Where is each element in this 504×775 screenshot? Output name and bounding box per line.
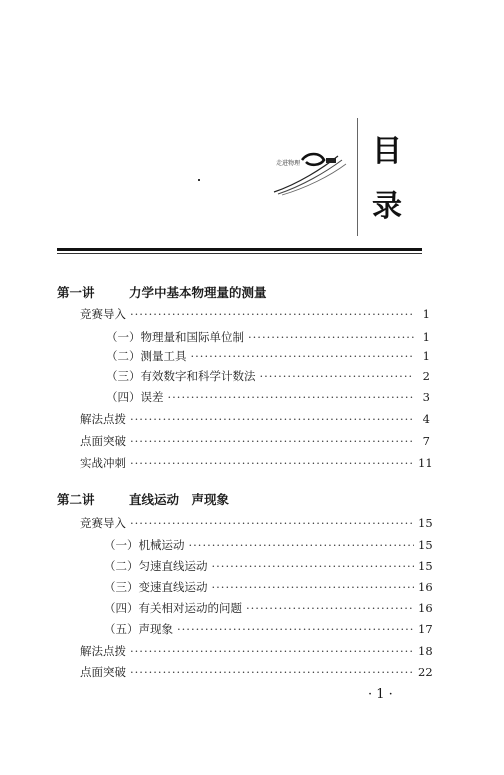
lecture-heading <box>57 283 267 301</box>
leader-dots <box>130 665 414 679</box>
leader-dots <box>260 369 415 383</box>
leader-dots <box>177 622 414 636</box>
leader-dots <box>130 516 414 530</box>
toc-entry-label: 竞赛导入 <box>80 516 126 530</box>
toc-entry-page: 4 <box>422 412 430 426</box>
toc-entry-page: 3 <box>422 390 430 404</box>
toc-entry-label: 点面突破 <box>80 665 126 679</box>
leader-dots <box>130 307 414 321</box>
toc-entry[interactable] <box>80 643 433 661</box>
toc-entry[interactable] <box>104 537 433 555</box>
toc-entry-label: （一）机械运动 <box>104 538 185 552</box>
toc-entry[interactable] <box>80 515 433 533</box>
toc-entry-label: 竞赛导入 <box>80 307 126 321</box>
toc-entry[interactable] <box>104 621 433 639</box>
header-rule-thick <box>57 248 422 251</box>
toc-entry-page: 16 <box>418 601 433 615</box>
toc-entry-label: （二）测量工具 <box>106 349 187 363</box>
swoosh-icon <box>268 148 356 196</box>
lecture-title: 直线运动 声现象 <box>129 492 230 507</box>
toc-entry-page: 2 <box>422 369 430 383</box>
leader-dots <box>191 349 415 363</box>
toc-entry-page: 11 <box>418 456 433 470</box>
toc-entry-label: （二）匀速直线运动 <box>104 559 208 573</box>
toc-entry-page: 7 <box>422 434 430 448</box>
toc-entry[interactable] <box>106 329 430 347</box>
leader-dots <box>130 412 414 426</box>
toc-entry-page: 15 <box>418 516 433 530</box>
page-title-char-2: 录 <box>372 189 402 224</box>
lecture-number: 第一讲 <box>57 285 95 300</box>
leader-dots <box>130 434 414 448</box>
toc-entry[interactable] <box>104 558 433 576</box>
toc-entry[interactable] <box>106 368 430 386</box>
toc-entry-page: 1 <box>422 349 430 363</box>
toc-entry-label: （三）变速直线运动 <box>104 580 208 594</box>
toc-entry-page: 22 <box>418 665 433 679</box>
toc-entry[interactable] <box>80 455 433 473</box>
toc-entry-page: 1 <box>422 330 430 344</box>
toc-entry-page: 15 <box>418 559 433 573</box>
header-rule-thin <box>57 253 422 254</box>
toc-entry-page: 17 <box>418 622 433 636</box>
toc-entry[interactable] <box>104 600 433 618</box>
toc-entry[interactable] <box>80 664 433 682</box>
toc-entry-page: 16 <box>418 580 433 594</box>
leader-dots <box>212 559 415 573</box>
leader-dots <box>130 644 414 658</box>
toc-entry-label: 实战冲刺 <box>80 456 126 470</box>
logo-graphic <box>268 148 356 196</box>
toc-entry[interactable] <box>106 389 430 407</box>
toc-entry-label: 点面突破 <box>80 434 126 448</box>
lecture-heading <box>57 490 229 508</box>
leader-dots <box>189 538 415 552</box>
leader-dots <box>246 601 414 615</box>
toc-entry-label: （五）声现象 <box>104 622 173 636</box>
toc-entry-label: （一）物理量和国际单位制 <box>106 330 244 344</box>
leader-dots <box>168 390 415 404</box>
decorative-dot <box>198 179 200 181</box>
toc-entry[interactable] <box>80 306 430 324</box>
toc-entry[interactable] <box>106 348 430 366</box>
leader-dots <box>248 330 414 344</box>
toc-entry-page: 15 <box>418 538 433 552</box>
toc-entry-label: （四）误差 <box>106 390 164 404</box>
lecture-number: 第二讲 <box>57 492 95 507</box>
leader-dots <box>130 456 414 470</box>
toc-entry[interactable] <box>104 579 433 597</box>
toc-entry[interactable] <box>80 433 430 451</box>
toc-entry-page: 1 <box>422 307 430 321</box>
leader-dots <box>212 580 415 594</box>
toc-entry[interactable] <box>80 411 430 429</box>
logo-text: 走进物理 <box>276 160 301 167</box>
lecture-title: 力学中基本物理量的测量 <box>129 285 267 300</box>
toc-entry-page: 18 <box>418 644 433 658</box>
page-title-char-1: 目 <box>372 134 402 169</box>
toc-entry-label: 解法点拨 <box>80 412 126 426</box>
header-divider <box>357 118 358 236</box>
toc-entry-label: 解法点拨 <box>80 644 126 658</box>
toc-entry-label: （四）有关相对运动的问题 <box>104 601 242 615</box>
toc-entry-label: （三）有效数字和科学计数法 <box>106 369 256 383</box>
page-number: · 1 · <box>368 687 393 702</box>
